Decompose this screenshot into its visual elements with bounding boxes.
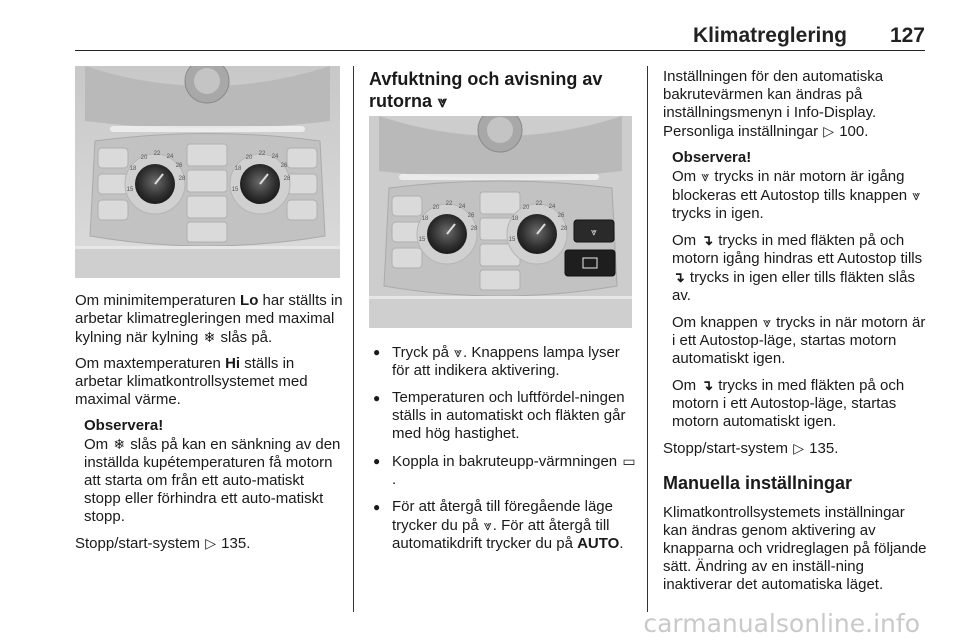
windscreen-defrost-icon: ⩔ — [454, 344, 463, 360]
dial-mark: 26 — [467, 213, 475, 219]
note-paragraph — [672, 167, 928, 223]
dial-mark: 22 — [258, 151, 266, 157]
note-paragraph — [672, 231, 928, 305]
note-title: Observera! — [84, 417, 164, 434]
text: trycks in när motorn är igång blockeras ett Autostop tills knappen — [672, 168, 912, 204]
dial-mark: 18 — [511, 216, 519, 222]
text: 135. — [805, 440, 839, 457]
text: Om — [84, 436, 113, 453]
text: har ställts in arbetar klimatregleringen med maximal kylning när kylning — [75, 292, 343, 346]
dial-mark: 15 — [508, 237, 516, 243]
climate-panel-illustration — [369, 116, 632, 328]
text: trycks in med fläkten på och motorn igång hindras ett Autostop tills — [672, 232, 923, 267]
air-distribution-icon: ↴ — [701, 377, 714, 393]
dial-mark: 24 — [166, 154, 174, 160]
list-item — [369, 498, 637, 553]
dial-mark: 15 — [126, 187, 134, 193]
arrow-right-icon: ▷ — [205, 535, 216, 551]
text: Koppla in bakruteupp-värmningen — [392, 453, 622, 470]
climate-panel-illustration — [75, 66, 340, 278]
dial-mark: 28 — [560, 226, 568, 232]
page-title: Klimatreglering — [692, 24, 847, 47]
text: Om — [672, 232, 701, 249]
lo-label: Lo — [240, 292, 259, 309]
text: slås på. — [216, 329, 273, 346]
text: Stopp/start-system — [663, 440, 793, 457]
windscreen-defrost-icon: ⩔ — [912, 187, 921, 203]
dial-mark: 22 — [153, 151, 161, 157]
dial-mark: 28 — [178, 176, 186, 182]
paragraph-hi — [75, 355, 343, 409]
page-number: 127 — [889, 24, 925, 47]
text: Stopp/start-system — [75, 535, 205, 552]
text: Avfuktning och avisning av rutorna — [369, 69, 603, 111]
air-distribution-icon: ↴ — [673, 269, 685, 285]
cross-reference[interactable] — [663, 439, 928, 458]
cross-reference[interactable] — [75, 534, 343, 553]
section-heading-defrost — [369, 68, 634, 114]
text: Inställningen för den automatiska bakrutevärmen kan ändras på inställningsmenyn i Info-Display. Personliga inställningar — [663, 68, 884, 140]
text: Om — [672, 377, 701, 394]
text: För att återgå till föregående läge trycker du på — [392, 498, 613, 534]
dial-mark: 22 — [535, 201, 543, 207]
dial-mark: 18 — [421, 216, 429, 222]
paragraph-lo — [75, 292, 343, 347]
windscreen-defrost-icon: ⩔ — [763, 314, 771, 330]
rear-window-heating-icon: ▭ — [622, 453, 636, 469]
text: trycks in igen eller tills fläkten slås av. — [672, 269, 915, 304]
text: trycks in med fläkten på och motorn i ett Autostop-läge, startas motorn automatiskt igen. — [672, 377, 905, 430]
text: . — [619, 535, 624, 552]
climate-panel-figure-2 — [369, 116, 632, 328]
column-1 — [75, 292, 343, 561]
dial-mark: 24 — [458, 204, 466, 210]
air-distribution-icon: ↴ — [701, 232, 714, 248]
instruction-list — [369, 343, 637, 553]
dial-mark: 20 — [432, 205, 440, 211]
paragraph-manual: Klimatkontrollsystemets inställningar kan ändras genom aktivering av knapparna och vridreglagen på följande sätt. Ändring av en inställ-ning inaktiverar det automatiska läget. — [663, 504, 927, 593]
dial-mark: 20 — [245, 155, 253, 161]
dial-mark: 26 — [280, 163, 288, 169]
text: 100. — [835, 123, 869, 140]
text: trycks in när motorn är i ett Autostop-läge, startas motorn automatiskt igen. — [672, 314, 926, 367]
page-header — [75, 22, 925, 51]
arrow-right-icon: ▷ — [823, 123, 835, 139]
auto-label: AUTO — [577, 535, 620, 552]
note-block — [663, 149, 928, 431]
dial-mark: 24 — [548, 204, 556, 210]
paragraph-rear-heating — [663, 68, 928, 141]
windscreen-defrost-icon: ⩔ — [438, 94, 448, 111]
note-paragraph — [672, 313, 928, 368]
column-divider-1 — [353, 66, 354, 612]
text: slås på kan en sänkning av den inställda kupétemperaturen få motorn att starta om från ett auto-matiskt stopp eller förhindra ett auto-matiskt stopp. — [84, 436, 341, 525]
dial-mark: 26 — [557, 213, 565, 219]
text: . Knappens lampa lyser för att indikera aktivering. — [392, 344, 620, 379]
column-3 — [663, 68, 928, 602]
snowflake-icon: ❄ — [203, 329, 216, 345]
dial-mark: 22 — [445, 201, 453, 207]
snowflake-icon: ❄ — [113, 436, 126, 452]
text: Om knappen — [672, 314, 763, 331]
note-block — [75, 417, 343, 526]
dial-mark: 20 — [522, 205, 530, 211]
dial-mark: 15 — [231, 187, 239, 193]
text: Tryck på — [392, 344, 454, 361]
windscreen-defrost-icon: ⩔ — [591, 227, 597, 238]
dial-mark: 20 — [140, 155, 148, 161]
hi-label: Hi — [225, 355, 241, 372]
section-heading-manual: Manuella inställningar — [663, 473, 853, 493]
watermark: carmanualsonline.info — [643, 609, 920, 638]
text: Om maxtemperaturen — [75, 355, 226, 372]
dial-mark: 15 — [418, 237, 426, 243]
text: Om — [672, 168, 701, 185]
dial-mark: 28 — [283, 176, 291, 182]
note-title: Observera! — [672, 149, 752, 166]
list-item: ● Temperaturen och luftfördel-ningen ställs in automatiskt och fläkten går med hög hastighet. — [369, 389, 637, 443]
dial-mark: 24 — [271, 154, 279, 160]
arrow-right-icon: ▷ — [793, 440, 804, 456]
dial-mark: 18 — [129, 166, 137, 172]
list-item — [369, 452, 637, 489]
text: . — [392, 471, 397, 488]
dial-mark: 28 — [470, 226, 478, 232]
list-item — [369, 343, 637, 380]
text: Om minimitemperaturen — [75, 292, 241, 309]
text: . För att återgå till automatikdrift trycker du på — [392, 517, 610, 552]
column-2-list — [369, 343, 637, 562]
text: 135. — [217, 535, 251, 552]
column-divider-2 — [647, 66, 648, 612]
text: ställs in arbetar klimatkontrollsystemet med maximal värme. — [75, 355, 308, 408]
note-paragraph — [672, 376, 928, 431]
dial-mark: 18 — [234, 166, 242, 172]
dial-mark: 26 — [175, 163, 183, 169]
text: trycks in igen. — [672, 205, 764, 222]
climate-panel-figure-1 — [75, 66, 340, 278]
windscreen-defrost-icon: ⩔ — [701, 168, 710, 184]
note-text — [84, 435, 343, 526]
windscreen-defrost-icon: ⩔ — [483, 517, 492, 533]
